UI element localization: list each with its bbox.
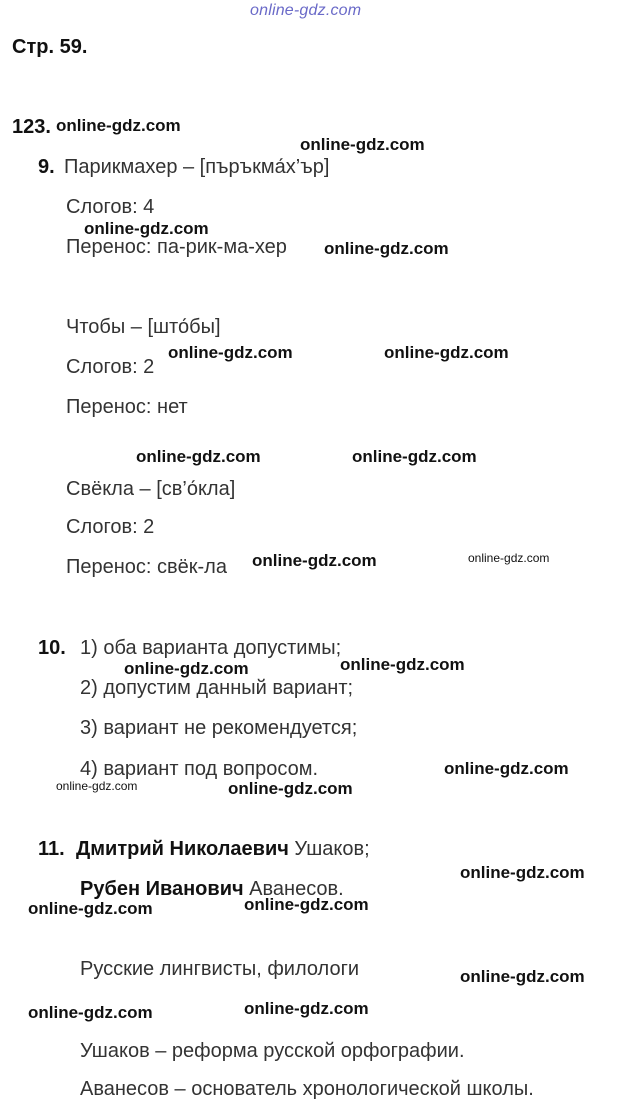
task-9-hyphenation-1: Перенос: па-рик-ма-хер bbox=[66, 236, 287, 258]
watermark: online-gdz.com bbox=[252, 551, 377, 570]
task-11-number: 11. bbox=[38, 838, 65, 860]
task-9-word-2: Чтобы – [што́бы] bbox=[66, 316, 221, 338]
task-9-number: 9. bbox=[38, 156, 55, 178]
task-10-number: 10. bbox=[38, 637, 66, 659]
watermark: online-gdz.com bbox=[444, 759, 569, 778]
watermark: online-gdz.com bbox=[300, 135, 425, 154]
task-10-item-4: 4) вариант под вопросом. bbox=[80, 758, 319, 780]
watermark: online-gdz.com bbox=[460, 863, 585, 882]
watermark: online-gdz.com bbox=[56, 779, 138, 793]
task-9-hyphenation-2: Перенос: нет bbox=[66, 396, 188, 418]
watermark: online-gdz.com bbox=[84, 219, 209, 238]
watermark: online-gdz.com bbox=[168, 343, 293, 362]
task-11-line-4: Ушаков – реформа русской орфографии. bbox=[80, 1040, 465, 1062]
watermark: online-gdz.com bbox=[228, 779, 353, 798]
watermark: online-gdz.com bbox=[124, 659, 249, 678]
task-10-item-3: 3) вариант не рекомендуется; bbox=[80, 717, 358, 739]
task-9-word-3: Свёкла – [св’о́кла] bbox=[66, 478, 236, 500]
page-title: Стр. 59. bbox=[12, 36, 88, 58]
watermark: online-gdz.com bbox=[28, 899, 153, 918]
watermark: online-gdz.com bbox=[244, 999, 369, 1018]
watermark: online-gdz.com bbox=[468, 551, 550, 565]
task-10-item-1: 1) оба варианта допустимы; bbox=[80, 637, 342, 659]
task-11-line-3: Русские лингвисты, филологи bbox=[80, 958, 360, 980]
watermark: online-gdz.com bbox=[352, 447, 477, 466]
exercise-number: 123. bbox=[12, 116, 51, 138]
task-9-syllables-1: Слогов: 4 bbox=[66, 196, 155, 218]
task-9-hyphenation-3: Перенос: свёк-ла bbox=[66, 556, 227, 578]
surname-avanesov: Аванесов. bbox=[243, 878, 344, 900]
watermark: online-gdz.com bbox=[28, 1003, 153, 1022]
task-11-line-5: Аванесов – основатель хронологической школы. bbox=[80, 1078, 534, 1100]
task-11-line-1 bbox=[76, 838, 370, 861]
watermark: online-gdz.com bbox=[244, 895, 369, 914]
top-watermark: online-gdz.com bbox=[250, 2, 362, 19]
watermark: online-gdz.com bbox=[56, 116, 181, 135]
person-name-ushakov: Дмитрий Николаевич bbox=[76, 838, 289, 860]
watermark: online-gdz.com bbox=[136, 447, 261, 466]
task-9-syllables-2: Слогов: 2 bbox=[66, 356, 155, 378]
person-name-avanesov: Рубен Иванович bbox=[80, 878, 244, 900]
watermark: online-gdz.com bbox=[324, 239, 449, 258]
watermark: online-gdz.com bbox=[340, 655, 465, 674]
task-9-word-1: Парикмахер – [пъръкма́х’ър] bbox=[64, 156, 330, 178]
watermark: online-gdz.com bbox=[460, 967, 585, 986]
surname-ushakov: Ушаков; bbox=[288, 838, 370, 860]
watermark: online-gdz.com bbox=[384, 343, 509, 362]
task-10-item-2: 2) допустим данный вариант; bbox=[80, 677, 354, 699]
task-9-syllables-3: Слогов: 2 bbox=[66, 516, 155, 538]
